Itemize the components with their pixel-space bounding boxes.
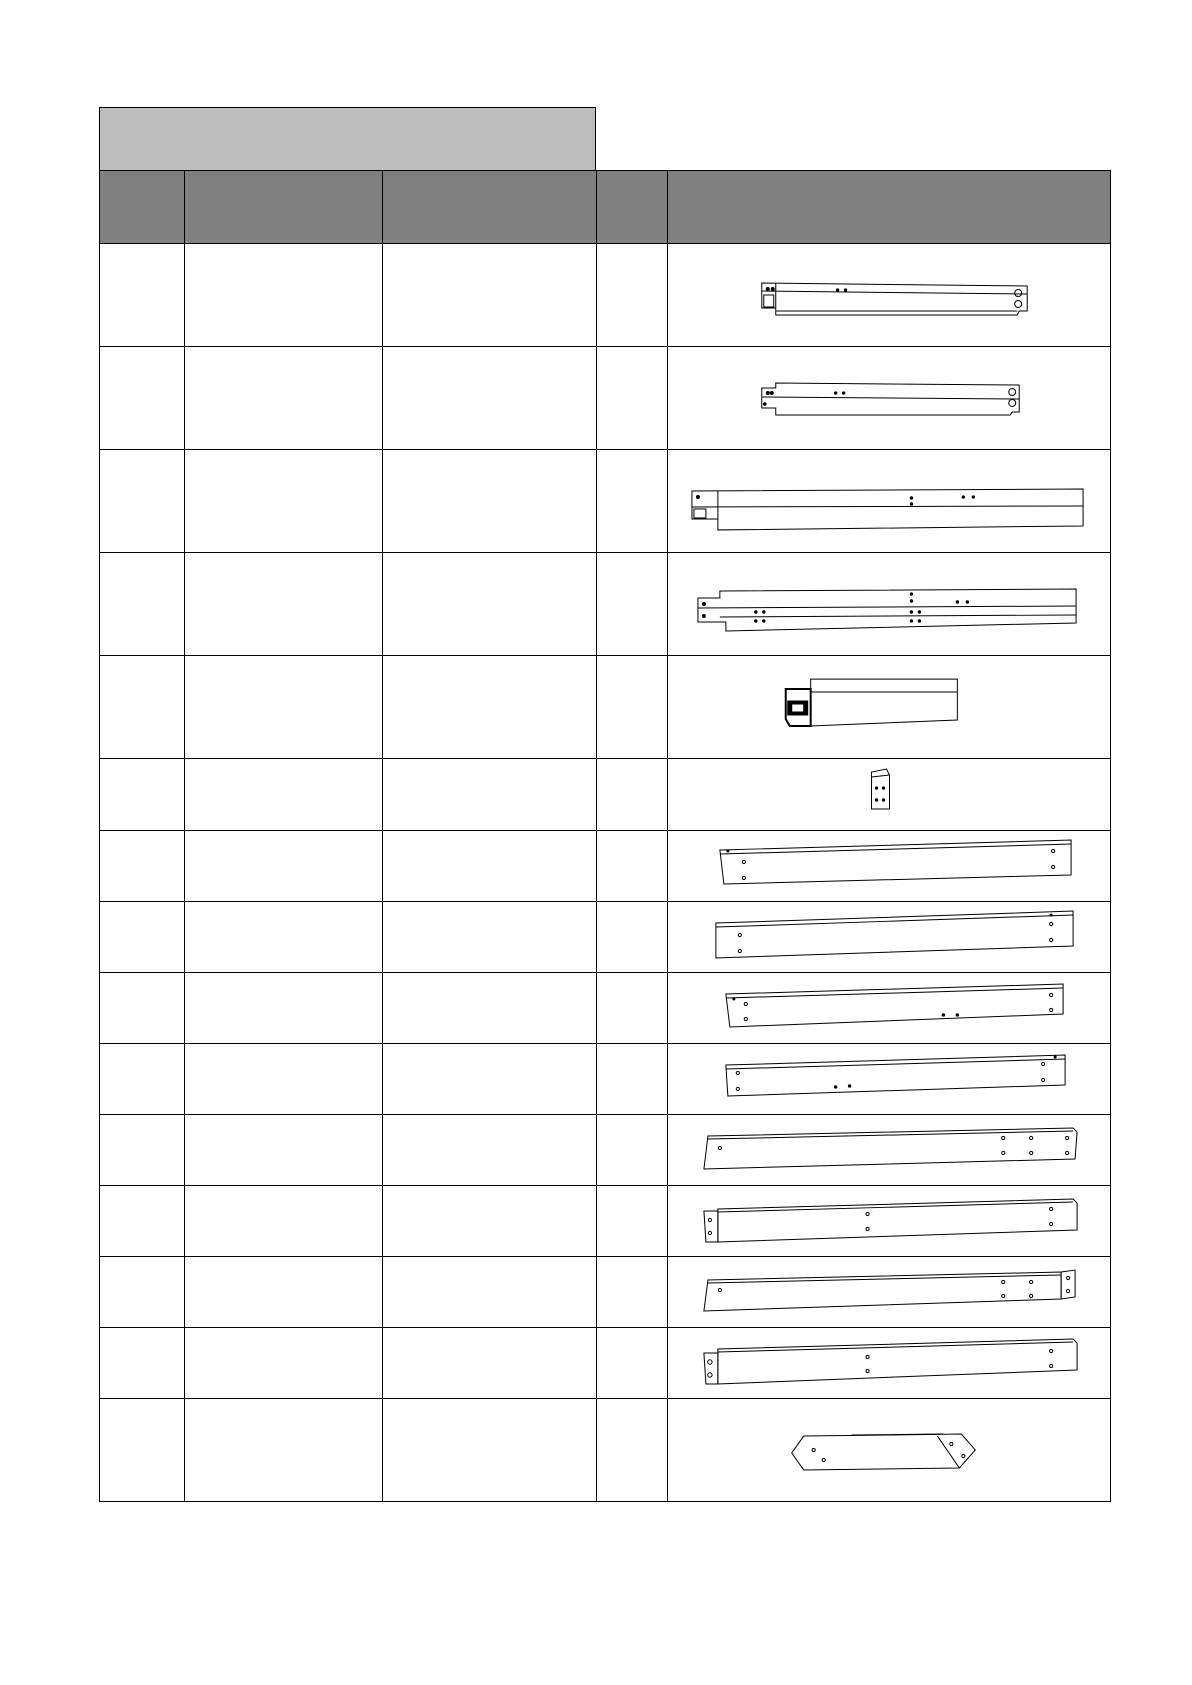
part-picture-cell <box>668 1328 1111 1399</box>
part-number-cell <box>100 973 185 1044</box>
part-number-cell <box>100 553 185 656</box>
part-spec-cell <box>383 347 597 450</box>
angled-rail-icon <box>668 1116 1110 1185</box>
part-number-cell <box>100 831 185 902</box>
part-spec-cell <box>383 1328 597 1399</box>
part-qty-cell <box>597 1044 668 1115</box>
part-number-cell <box>100 759 185 831</box>
part-name-cell <box>185 450 383 553</box>
table-row <box>100 347 1111 450</box>
part-number-cell <box>100 1399 185 1502</box>
flat-rail-with-holes-icon <box>668 1045 1110 1114</box>
part-spec-cell <box>383 1257 597 1328</box>
part-picture-cell <box>668 831 1111 902</box>
part-name-cell <box>185 1115 383 1186</box>
part-qty-cell <box>597 1328 668 1399</box>
table-header-row <box>100 171 1111 244</box>
part-qty-cell <box>597 1399 668 1502</box>
part-qty-cell <box>597 450 668 553</box>
parts-table <box>99 170 1111 1502</box>
part-qty-cell <box>597 244 668 347</box>
part-name-cell <box>185 1257 383 1328</box>
part-qty-cell <box>597 347 668 450</box>
part-picture-cell <box>668 1186 1111 1257</box>
part-qty-cell <box>597 1115 668 1186</box>
part-qty-cell <box>597 902 668 973</box>
column-header-qty <box>597 171 668 244</box>
part-spec-cell <box>383 759 597 831</box>
part-qty-cell <box>597 553 668 656</box>
part-qty-cell <box>597 656 668 759</box>
long-post-with-notch-icon <box>668 554 1110 655</box>
part-spec-cell <box>383 244 597 347</box>
part-picture-cell <box>668 656 1111 759</box>
column-header-name <box>185 171 383 244</box>
table-row <box>100 902 1111 973</box>
part-number-cell <box>100 656 185 759</box>
part-qty-cell <box>597 759 668 831</box>
part-picture-cell <box>668 1044 1111 1115</box>
part-picture-cell <box>668 553 1111 656</box>
part-spec-cell <box>383 831 597 902</box>
part-qty-cell <box>597 1257 668 1328</box>
column-header-no <box>100 171 185 244</box>
table-row <box>100 1257 1111 1328</box>
angled-rail-with-left-plate-icon <box>668 1187 1110 1256</box>
angled-rail-with-right-plate-icon <box>668 1258 1110 1327</box>
table-row <box>100 244 1111 347</box>
part-number-cell <box>100 244 185 347</box>
part-name-cell <box>185 1186 383 1257</box>
table-row <box>100 1186 1111 1257</box>
part-spec-cell <box>383 1044 597 1115</box>
part-spec-cell <box>383 450 597 553</box>
part-number-cell <box>100 902 185 973</box>
part-spec-cell <box>383 1399 597 1502</box>
angled-rail-with-left-plate-icon <box>668 1329 1110 1398</box>
part-picture-cell <box>668 244 1111 347</box>
part-name-cell <box>185 553 383 656</box>
part-number-cell <box>100 1115 185 1186</box>
part-qty-cell <box>597 1186 668 1257</box>
table-row <box>100 973 1111 1044</box>
part-name-cell <box>185 656 383 759</box>
flat-rail-with-holes-icon <box>668 974 1110 1043</box>
long-beam-with-end-tabs-icon <box>668 245 1110 346</box>
part-number-cell <box>100 1328 185 1399</box>
part-picture-cell <box>668 902 1111 973</box>
part-picture-cell <box>668 759 1111 831</box>
table-row <box>100 656 1111 759</box>
part-picture-cell <box>668 1257 1111 1328</box>
part-picture-cell <box>668 347 1111 450</box>
part-spec-cell <box>383 1115 597 1186</box>
table-row <box>100 831 1111 902</box>
table-row <box>100 1328 1111 1399</box>
part-spec-cell <box>383 902 597 973</box>
part-spec-cell <box>383 656 597 759</box>
part-number-cell <box>100 1044 185 1115</box>
part-picture-cell <box>668 1115 1111 1186</box>
column-header-spec <box>383 171 597 244</box>
part-picture-cell <box>668 973 1111 1044</box>
part-spec-cell <box>383 553 597 656</box>
table-row <box>100 1115 1111 1186</box>
long-post-with-socket-icon <box>668 451 1110 552</box>
column-header-picture <box>668 171 1111 244</box>
table-row <box>100 450 1111 553</box>
part-name-cell <box>185 244 383 347</box>
part-number-cell <box>100 1257 185 1328</box>
part-name-cell <box>185 902 383 973</box>
table-row <box>100 553 1111 656</box>
part-picture-cell <box>668 450 1111 553</box>
table-row <box>100 759 1111 831</box>
part-number-cell <box>100 347 185 450</box>
part-name-cell <box>185 1044 383 1115</box>
table-row <box>100 1044 1111 1115</box>
part-name-cell <box>185 347 383 450</box>
part-picture-cell <box>668 1399 1111 1502</box>
part-name-cell <box>185 759 383 831</box>
part-number-cell <box>100 450 185 553</box>
flat-rail-icon <box>668 832 1110 901</box>
part-spec-cell <box>383 973 597 1044</box>
diagonal-brace-icon <box>668 1400 1110 1501</box>
part-qty-cell <box>597 831 668 902</box>
flat-rail-icon <box>668 903 1110 972</box>
part-name-cell <box>185 973 383 1044</box>
long-beam-with-end-notch-icon <box>668 348 1110 449</box>
part-name-cell <box>185 1399 383 1502</box>
small-bracket-block-icon <box>668 760 1110 830</box>
table-row <box>100 1399 1111 1502</box>
part-qty-cell <box>597 973 668 1044</box>
part-name-cell <box>185 831 383 902</box>
parts-list-title-box <box>99 107 596 171</box>
part-spec-cell <box>383 1186 597 1257</box>
short-square-post-icon <box>668 657 1110 758</box>
part-name-cell <box>185 1328 383 1399</box>
part-number-cell <box>100 1186 185 1257</box>
